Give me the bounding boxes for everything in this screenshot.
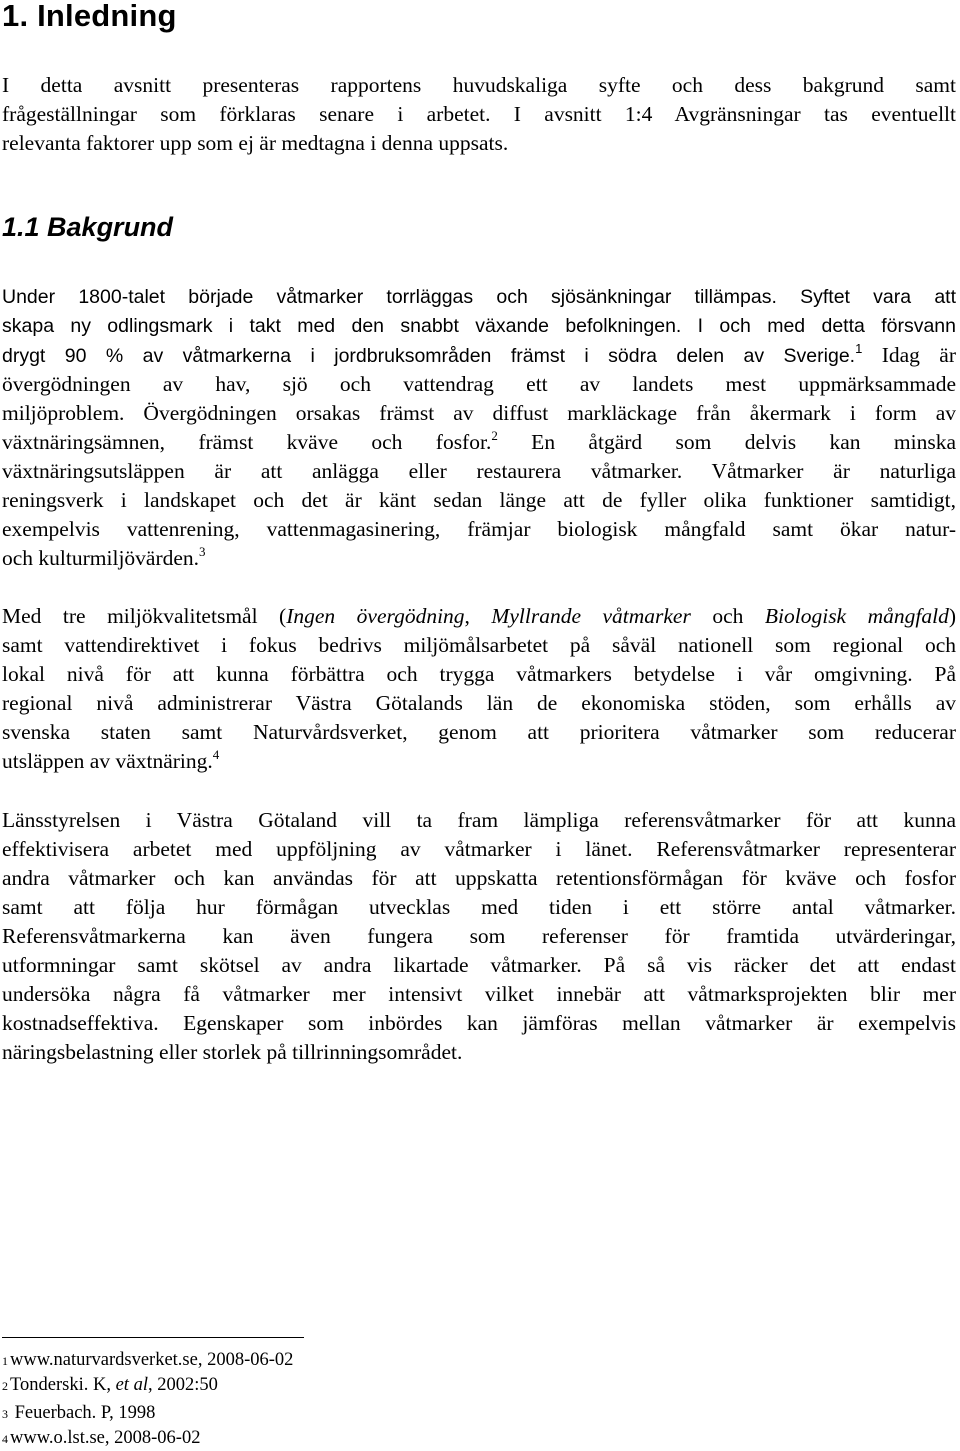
footnote-ref: 2 (491, 428, 498, 443)
text-line: Under 1800-talet började våtmarker torrläggas och sjösänkningar tillämpas. Syftet vara att (2, 286, 956, 308)
text-run: ) (948, 604, 956, 628)
text-line (2, 544, 956, 573)
footnotes (2, 1348, 293, 1451)
text-run: utsläppen av växtnäring. (2, 749, 213, 773)
footnote-3: 3 Feuerbach. P, 1998 (2, 1401, 293, 1426)
text-line: samt att följa hur förmågan utvecklas med tiden i ett större antal våtmarker. (2, 895, 956, 919)
footnote-ref: 3 (199, 544, 206, 559)
text-line: regional nivå administrerar Västra Götalands län de ekonomiska stöden, som erhålls av (2, 691, 956, 715)
text-line: Referensvåtmarkerna kan även fungera som referenser för framtida utvärderingar, (2, 924, 956, 948)
text-line: I detta avsnitt presenteras rapportens huvudskaliga syfte och dess bakgrund samt (2, 73, 956, 97)
text-line: skapa ny odlingsmark i takt med den snabbt växande befolkningen. I och med detta försvann (2, 315, 956, 337)
text-line: näringsbelastning eller storlek på tillrinningsområdet. (2, 1040, 463, 1064)
intro-paragraph (2, 71, 956, 158)
text-run: och (690, 604, 765, 628)
background-paragraph (2, 283, 956, 573)
text-line (2, 602, 956, 631)
text-line: undersöka några få våtmarker mer intensivt vilket innebär att våtmarksprojekten blir mer (2, 982, 956, 1006)
text-line: utformningar samt skötsel av andra likartade våtmarker. På så vis räcker det att endast (2, 953, 956, 977)
text-run: växtnäringsämnen, främst kväve och fosfor. (2, 430, 492, 454)
text-line: frågeställningar som förklaras senare i arbetet. I avsnitt 1:4 Avgränsningar tas eventuellt (2, 102, 956, 126)
section-heading: 1.1 Bakgrund (2, 212, 174, 242)
text-run: , (464, 604, 492, 628)
text-line (2, 428, 956, 457)
footnote-text: Feuerbach. P, 1998 (10, 1403, 156, 1423)
text-line: Länsstyrelsen i Västra Götaland vill ta fram lämpliga referensvåtmarker för att kunna (2, 808, 956, 832)
text-line: kostnadseffektiva. Egenskaper som inbördes kan jämföras mellan våtmarker är exempelvis (2, 1011, 956, 1035)
footnote-ref: 4 (212, 747, 220, 762)
text-run: och kulturmiljövärden. (2, 546, 200, 570)
goal-ingen-overgodning: Ingen övergödning (286, 604, 465, 628)
text-run: Idag är (862, 343, 957, 367)
text-run: En åtgärd som delvis kan minska (497, 430, 956, 454)
text-line: reningsverk i landskapet och det är känt sedan länge att de fyller olika funktioner samtidigt, (2, 488, 956, 512)
footnote-italic: et al (115, 1375, 148, 1395)
text-line: övergödningen av hav, sjö och vattendrag ett av landets mest uppmärksammade (2, 372, 956, 396)
text-line: lokal nivå för att kunna förbättra och trygga våtmarkers betydelse i vår omgivning. På (2, 662, 956, 686)
text-line: effektivisera arbetet med uppföljning av våtmarker i länet. Referensvåtmarker representerar (2, 837, 956, 861)
text-line: svenska staten samt Naturvårdsverket, genom att prioritera våtmarker som reducerar (2, 720, 956, 744)
footnote-divider (2, 1337, 304, 1338)
footnote-text: , 2002:50 (147, 1375, 218, 1395)
text-line: andra våtmarker och kan användas för att uppskatta retentionsförmågan för kväve och fosfor (2, 866, 956, 890)
footnote-ref: 1 (855, 341, 863, 356)
reference-wetlands-paragraph (2, 806, 956, 1067)
goal-biologisk-mangfald: Biologisk mångfald (764, 604, 949, 628)
text-line: exempelvis vattenrening, vattenmagasinering, främjar biologisk mångfald samt ökar natur- (2, 517, 956, 541)
chapter-heading: 1. Inledning (2, 0, 177, 33)
text-line: samt vattendirektivet i fokus bedrivs miljömålsarbetet på såväl nationell som regional och (2, 633, 956, 657)
text-line: växtnäringsutsläppen är att anlägga eller restaurera våtmarker. Våtmarker är naturliga (2, 459, 956, 483)
text-run: drygt 90 % av våtmarkerna i jordbruksområden främst i södra delen av Sverige. (2, 345, 856, 367)
footnote-text: Tonderski. K, (10, 1375, 116, 1395)
footnote-4: 4 www.o.lst.se, 2008-06-02 (2, 1426, 293, 1451)
text-run: Med tre miljökvalitetsmål ( (2, 604, 287, 628)
footnote-2: 2 Tonderski. K, et al , 2002:50 (2, 1373, 293, 1398)
goal-myllrande-vatmarker: Myllrande våtmarker (491, 604, 691, 628)
text-line (2, 341, 956, 370)
text-line: relevanta faktorer upp som ej är medtagna i denna uppsats. (2, 131, 509, 155)
footnote-text: www.o.lst.se, 2008-06-02 (10, 1428, 201, 1448)
footnote-1: 1 www.naturvardsverket.se, 2008-06-02 (2, 1348, 293, 1373)
text-line: miljöproblem. Övergödningen orsakas främst av diffust markläckage från åkermark i form av (2, 401, 956, 425)
text-line (2, 747, 956, 776)
footnote-text: www.naturvardsverket.se, 2008-06-02 (10, 1350, 294, 1370)
goals-paragraph (2, 602, 956, 776)
